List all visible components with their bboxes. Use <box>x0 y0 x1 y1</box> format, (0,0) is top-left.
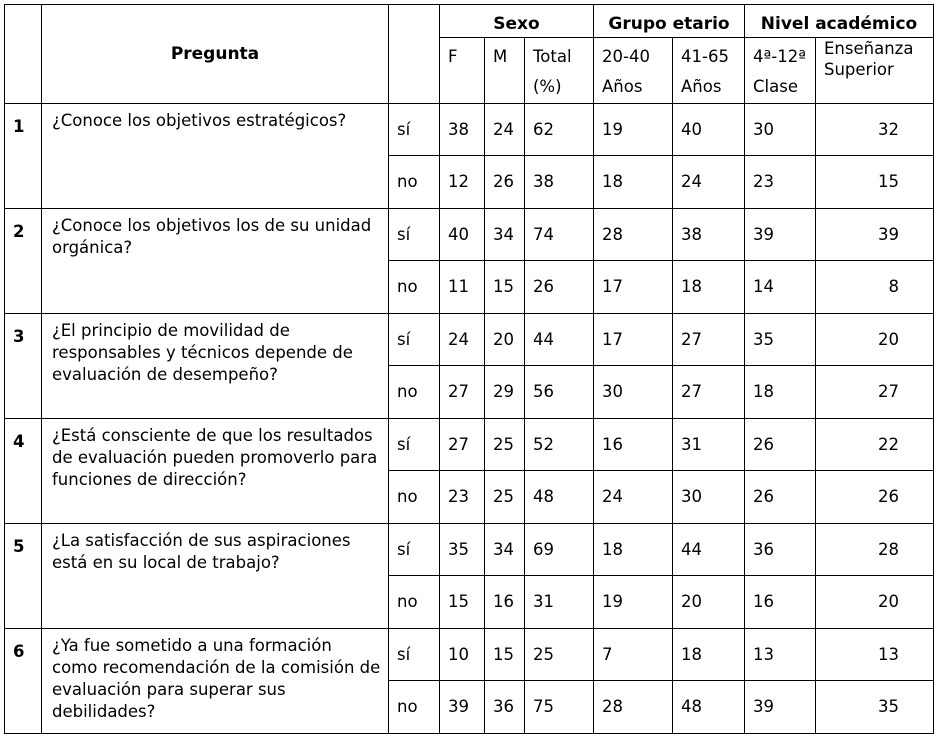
question-text: ¿Está consciente de que los resultados de evaluación pueden promoverlo para funciones de dirección? <box>42 419 389 524</box>
question-number: 5 <box>5 524 42 629</box>
header-superior-line2: Superior <box>824 60 894 79</box>
value-total: 44 <box>525 314 594 366</box>
value-m: 34 <box>485 524 525 576</box>
value-total: 74 <box>525 209 594 261</box>
answer-label: sí <box>389 419 440 471</box>
header-age2-unit: Años <box>681 77 722 96</box>
value-m: 15 <box>485 629 525 681</box>
table-row <box>5 629 934 681</box>
value-superior: 20 <box>816 314 934 366</box>
value-total: 52 <box>525 419 594 471</box>
value-superior: 26 <box>816 471 934 524</box>
header-row-groups <box>5 5 934 38</box>
header-age1 <box>594 38 673 104</box>
value-f: 39 <box>440 681 485 734</box>
value-age2: 44 <box>673 524 745 576</box>
table-row <box>5 314 934 366</box>
header-superior-line1: Enseñanza <box>824 39 914 58</box>
value-age1: 17 <box>594 314 673 366</box>
value-clase: 39 <box>745 209 816 261</box>
value-age1: 17 <box>594 261 673 314</box>
value-age1: 28 <box>594 681 673 734</box>
answer-label: no <box>389 156 440 209</box>
value-age2: 40 <box>673 104 745 156</box>
value-superior: 15 <box>816 156 934 209</box>
header-answer-cell <box>389 5 440 104</box>
survey-table-container <box>4 4 934 734</box>
header-f <box>440 38 485 104</box>
header-clase-range: 4ª-12ª <box>753 47 806 66</box>
question-text: ¿El principio de movilidad de responsables y técnicos depende de evaluación de desempeño? <box>42 314 389 419</box>
value-m: 34 <box>485 209 525 261</box>
value-clase: 26 <box>745 419 816 471</box>
value-age1: 30 <box>594 366 673 419</box>
value-f: 24 <box>440 314 485 366</box>
header-total-unit: (%) <box>533 77 562 96</box>
question-number: 1 <box>5 104 42 209</box>
answer-label: sí <box>389 629 440 681</box>
answer-label: no <box>389 366 440 419</box>
value-m: 20 <box>485 314 525 366</box>
header-clase-unit: Clase <box>753 77 798 96</box>
value-f: 23 <box>440 471 485 524</box>
value-f: 40 <box>440 209 485 261</box>
value-age2: 18 <box>673 261 745 314</box>
value-total: 26 <box>525 261 594 314</box>
value-clase: 36 <box>745 524 816 576</box>
value-age2: 27 <box>673 366 745 419</box>
question-number: 6 <box>5 629 42 734</box>
value-clase: 39 <box>745 681 816 734</box>
table-row <box>5 524 934 576</box>
table-row <box>5 419 934 471</box>
value-age2: 27 <box>673 314 745 366</box>
table-row <box>5 209 934 261</box>
question-text: ¿Ya fue sometido a una formación como recomendación de la comisión de evaluación para superar sus debilidades? <box>42 629 389 734</box>
value-f: 27 <box>440 366 485 419</box>
value-age1: 19 <box>594 104 673 156</box>
answer-label: sí <box>389 314 440 366</box>
question-text: ¿Conoce los objetivos estratégicos? <box>42 104 389 209</box>
value-clase: 23 <box>745 156 816 209</box>
value-m: 16 <box>485 576 525 629</box>
header-m-label: M <box>493 47 508 66</box>
value-clase: 35 <box>745 314 816 366</box>
question-number: 3 <box>5 314 42 419</box>
answer-label: sí <box>389 209 440 261</box>
question-number: 4 <box>5 419 42 524</box>
header-pregunta: Pregunta <box>42 5 389 104</box>
header-age2-range: 41-65 <box>681 47 729 66</box>
value-clase: 13 <box>745 629 816 681</box>
answer-label: no <box>389 471 440 524</box>
value-m: 36 <box>485 681 525 734</box>
value-f: 15 <box>440 576 485 629</box>
value-superior: 32 <box>816 104 934 156</box>
value-total: 25 <box>525 629 594 681</box>
value-age2: 48 <box>673 681 745 734</box>
answer-label: sí <box>389 524 440 576</box>
value-total: 56 <box>525 366 594 419</box>
value-superior: 20 <box>816 576 934 629</box>
value-m: 24 <box>485 104 525 156</box>
header-age1-unit: Años <box>602 77 643 96</box>
answer-label: sí <box>389 104 440 156</box>
survey-table-body <box>5 5 934 734</box>
survey-table <box>4 4 934 734</box>
value-superior: 13 <box>816 629 934 681</box>
value-total: 69 <box>525 524 594 576</box>
question-number: 2 <box>5 209 42 314</box>
value-total: 38 <box>525 156 594 209</box>
value-superior: 8 <box>816 261 934 314</box>
value-clase: 26 <box>745 471 816 524</box>
value-age1: 7 <box>594 629 673 681</box>
value-clase: 30 <box>745 104 816 156</box>
header-sexo: Sexo <box>440 5 594 38</box>
value-age2: 30 <box>673 471 745 524</box>
value-f: 27 <box>440 419 485 471</box>
value-superior: 27 <box>816 366 934 419</box>
header-age2 <box>673 38 745 104</box>
question-text: ¿Conoce los objetivos los de su unidad orgánica? <box>42 209 389 314</box>
value-f: 35 <box>440 524 485 576</box>
header-age1-range: 20-40 <box>602 47 650 66</box>
value-age2: 18 <box>673 629 745 681</box>
value-f: 10 <box>440 629 485 681</box>
answer-label: no <box>389 576 440 629</box>
value-clase: 16 <box>745 576 816 629</box>
value-total: 48 <box>525 471 594 524</box>
value-m: 25 <box>485 471 525 524</box>
question-text: ¿La satisfacción de sus aspiraciones está en su local de trabajo? <box>42 524 389 629</box>
value-superior: 39 <box>816 209 934 261</box>
value-age2: 20 <box>673 576 745 629</box>
value-age2: 31 <box>673 419 745 471</box>
value-age1: 18 <box>594 524 673 576</box>
value-m: 29 <box>485 366 525 419</box>
header-total <box>525 38 594 104</box>
value-total: 31 <box>525 576 594 629</box>
value-age2: 24 <box>673 156 745 209</box>
value-superior: 28 <box>816 524 934 576</box>
value-f: 38 <box>440 104 485 156</box>
value-superior: 35 <box>816 681 934 734</box>
value-f: 11 <box>440 261 485 314</box>
table-row <box>5 104 934 156</box>
header-num-cell <box>5 5 42 104</box>
header-f-label: F <box>448 47 458 66</box>
value-age2: 38 <box>673 209 745 261</box>
header-m <box>485 38 525 104</box>
header-grupo-etario: Grupo etario <box>594 5 745 38</box>
answer-label: no <box>389 261 440 314</box>
answer-label: no <box>389 681 440 734</box>
value-m: 15 <box>485 261 525 314</box>
value-age1: 24 <box>594 471 673 524</box>
value-age1: 18 <box>594 156 673 209</box>
value-clase: 18 <box>745 366 816 419</box>
value-m: 26 <box>485 156 525 209</box>
value-superior: 22 <box>816 419 934 471</box>
value-f: 12 <box>440 156 485 209</box>
value-age1: 19 <box>594 576 673 629</box>
header-clase <box>745 38 816 104</box>
header-nivel-academico: Nivel académico <box>745 5 934 38</box>
header-total-label: Total <box>533 47 572 66</box>
value-m: 25 <box>485 419 525 471</box>
value-total: 62 <box>525 104 594 156</box>
header-superior <box>816 38 934 104</box>
value-age1: 28 <box>594 209 673 261</box>
value-age1: 16 <box>594 419 673 471</box>
value-clase: 14 <box>745 261 816 314</box>
value-total: 75 <box>525 681 594 734</box>
